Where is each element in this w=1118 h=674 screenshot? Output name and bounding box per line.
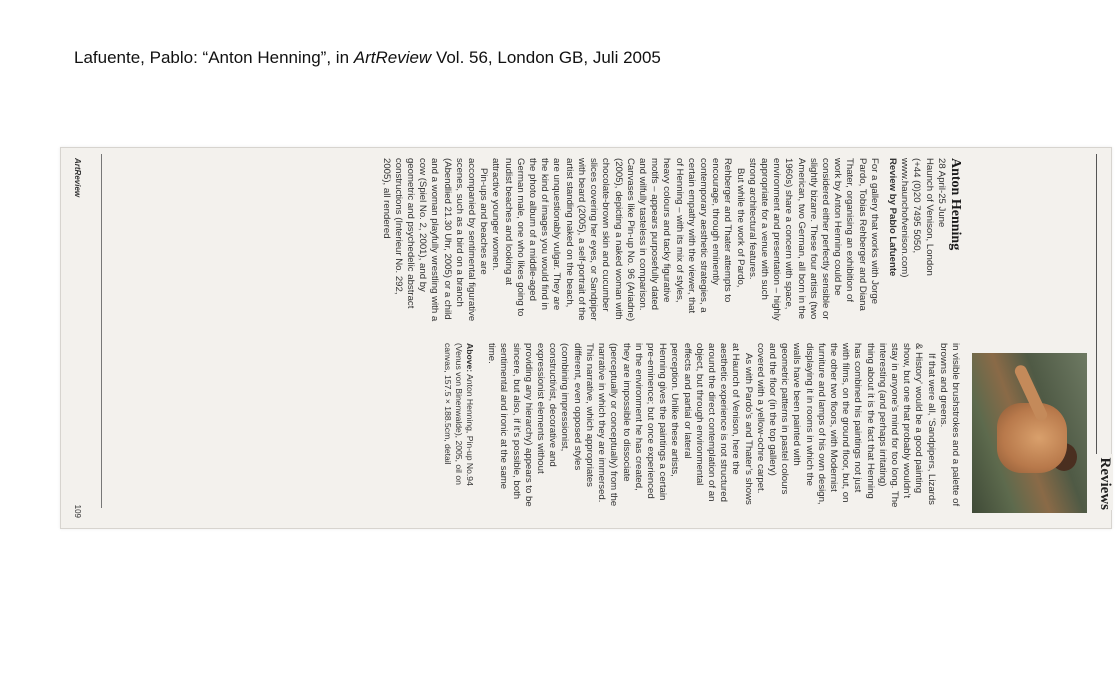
body-paragraph: Pin-ups and beaches are accompanied by sentimental figurative scenes, such as a bird on a branch (Abendlied 21.30 Uhr, 2005) or a child and a woman playfully wrestling with a cow (Spiel No. 2, 2001), and by geometric and psychedelic abstract constructions (Interieur No. 292, 2005), all rendered: [380, 158, 490, 322]
body-paragraph: For a gallery that works with Jorge Pardo, Tobias Rehberger and Diana Thater, organising an exhibition of work by Anton Henning could be considered either perfectly sensible or slightly bizarre. These four artists (two American, two German, all born in the 1960s) share a concern with space, environment and presentation – highly appropriate for a venue with such strong architectural features.: [746, 158, 880, 321]
review-phone: (+44 (0)20 7495 5050,: [911, 158, 923, 254]
body-paragraph: But while the work of Pardo, Rehberger and Thater attempts to encourage, through eminently contemporary aesthetic strategies, a certain empathy with the viewer, that of Henning – with its mix of styles, heavy colours and tacky figurative motifs – appears purposefully dated and wilfully tasteless in comparison. Canvases like Pin-up No. 96 (Ariadne) (2005), depicting a naked woman with chocolate-brown skin and cucumber slices covering her eyes, or Sandpiper with beard (2005), a self-portrait of the artist standing naked on the beach, are unquestionably vulgar. They are the kind of images you would find in the photo album of a middle-aged German male, one who likes going to nudist beaches and looking at attractive younger women.: [490, 158, 746, 322]
body-paragraph: If that were all, ‘Sandpipers, Lizards & History’ would be a good painting show, but one that probably wouldn’t stay in anyone’s mind for too long. The interesting (and perhaps irritating) thing about it is the fact that Henning has combined his paintings not just with films, on the ground floor, but, on the other two floors, with Modernist furniture and lamps of his own design, displaying it in rooms in which the walls have been painted with geometric patterns in pastel colours and the floor (in the top gallery) covered with a yellow-ochre carpet.: [754, 343, 937, 508]
citation-suffix: Vol. 56, London GB, Juli 2005: [431, 48, 661, 67]
review-byline: Review by Pablo Lafuente: [886, 158, 898, 277]
citation-line: [74, 48, 661, 68]
caption-text: Anton Henning, Pin-up No.94 (Venus von Binenwalde), 2005, oil on canvas, 157.5 × 188.5cm, detail: [443, 343, 476, 486]
bottom-rule: [101, 154, 102, 508]
page-footer: [73, 158, 82, 518]
body-paragraph: As with Pardo’s and Thater’s shows at Haunch of Venison, here the aesthetic experience is not structured around the direct contemplation of an object, but through environmental effects and partial or lateral perception. Unlike these artists, Henning gives the paintings a certain pre-eminence; but once experienced in the environment he has created, they are impossible to dissociate (perceptually or conceptually) from the narrative in which they are immersed. This narrative, which appropriates different, even opposed styles (combining impressionist, constructivist, decorative and expressionist elements without providing any hierarchy) appears to be sincere, but also, if it’s possible, both sentimental and ironic at the same time.: [486, 343, 754, 507]
footer-page-number: 109: [73, 504, 82, 518]
scanned-page: [60, 147, 1112, 529]
citation-magazine: ArtReview: [353, 48, 432, 67]
artwork-photo: [972, 353, 1087, 513]
review-venue: Haunch of Venison, London: [923, 158, 935, 276]
footer-magazine: ArtReview: [73, 158, 82, 198]
column-one: [379, 158, 961, 323]
figure-body: [997, 403, 1067, 473]
review-title: Anton Henning: [948, 158, 963, 251]
body-paragraph: in visible brushstrokes and a palette of browns and greens.: [937, 343, 961, 507]
review-dates: 28 April-25 June: [935, 158, 947, 228]
review-website: www.haunchofvenison.com): [899, 158, 911, 278]
section-heading: Reviews: [1096, 454, 1113, 511]
photo-caption: [442, 343, 475, 508]
citation-prefix: Lafuente, Pablo: “Anton Henning”, in: [74, 48, 354, 67]
caption-label: Above:: [465, 343, 476, 373]
column-two: [442, 343, 961, 508]
magazine-page: [61, 148, 1111, 528]
